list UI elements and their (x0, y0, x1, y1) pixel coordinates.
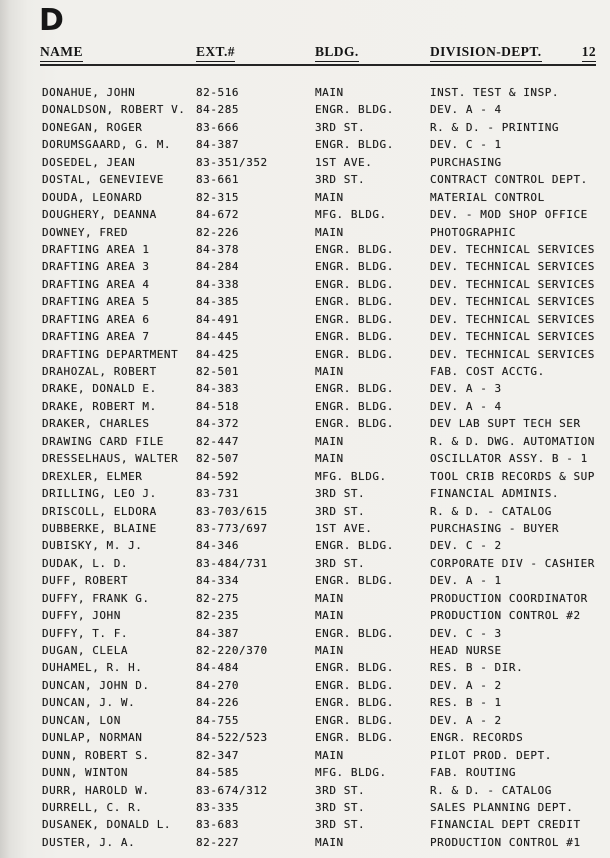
entry-bldg: 1ST AVE. (315, 155, 373, 169)
directory-row (0, 572, 610, 589)
entry-ext: 84-672 (196, 208, 240, 222)
entry-bldg: MAIN (315, 190, 344, 204)
entry-bldg: ENGR. BLDG. (315, 574, 394, 588)
entry-division: DEV. A - 3 (430, 382, 502, 396)
entry-bldg: ENGR. BLDG. (315, 277, 394, 291)
directory-row (0, 659, 610, 676)
entry-ext: 84-592 (196, 469, 240, 483)
directory-row (0, 101, 610, 118)
entry-division: ENGR. RECORDS (430, 731, 524, 745)
entry-bldg: ENGR. BLDG. (315, 138, 394, 152)
entry-name: DOSTAL, GENEVIEVE (42, 173, 164, 187)
entry-ext: 84-338 (196, 277, 240, 291)
entry-division: DEV. TECHNICAL SERVICES (430, 260, 595, 274)
entry-bldg: ENGR. BLDG. (315, 539, 394, 553)
entry-ext: 82-516 (196, 86, 240, 99)
column-header-ext: EXT.# (196, 44, 235, 62)
entry-bldg: 3RD ST. (315, 120, 366, 134)
entry-name: DRAKER, CHARLES (42, 417, 150, 431)
entry-division: PURCHASING (430, 155, 502, 169)
entry-division: R. & D. - PRINTING (430, 120, 560, 134)
entry-bldg: ENGR. BLDG. (315, 678, 394, 692)
entry-ext: 82-220/370 (196, 644, 268, 657)
entry-division: RES. B - DIR. (430, 661, 524, 675)
entry-name: DUFFY, JOHN (42, 609, 121, 623)
entry-division: DEV. A - 2 (430, 713, 502, 727)
entry-bldg: ENGR. BLDG. (315, 382, 394, 396)
entry-division: OSCILLATOR ASSY. B - 1 (430, 452, 588, 466)
entry-name: DUSTER, J. A. (42, 835, 136, 849)
entry-ext: 82-315 (196, 190, 240, 204)
entry-name: DRAFTING DEPARTMENT (42, 347, 179, 361)
entry-name: DUFFY, T. F. (42, 626, 129, 640)
entry-name: DOSEDEL, JEAN (42, 155, 136, 169)
entry-bldg: MAIN (315, 748, 344, 762)
entry-ext: 84-484 (196, 661, 240, 675)
entry-name: DRAKE, ROBERT M. (42, 399, 157, 413)
entry-ext: 84-383 (196, 382, 240, 396)
entry-bldg: ENGR. BLDG. (315, 103, 394, 117)
entry-ext: 84-491 (196, 312, 240, 326)
entry-ext: 84-445 (196, 330, 240, 344)
entry-division: DEV. A - 1 (430, 574, 502, 588)
entry-ext: 83-773/697 (196, 521, 268, 535)
entry-name: DRAFTING AREA 4 (42, 277, 150, 291)
entry-bldg: 3RD ST. (315, 504, 366, 518)
entry-name: DRAKE, DONALD E. (42, 382, 157, 396)
directory-row (0, 485, 610, 502)
entry-name: DRILLING, LEO J. (42, 487, 157, 501)
entry-division: PURCHASING - BUYER (430, 521, 560, 535)
entry-division: R. & D. - CATALOG (430, 504, 552, 518)
entry-bldg: ENGR. BLDG. (315, 260, 394, 274)
directory-row (0, 328, 610, 345)
entry-bldg: MAIN (315, 835, 344, 849)
entry-ext: 82-507 (196, 452, 240, 466)
entry-ext: 82-235 (196, 609, 240, 623)
entry-division: DEV. A - 4 (430, 103, 502, 117)
entry-ext: 84-372 (196, 417, 240, 431)
directory-row (0, 816, 610, 833)
entry-bldg: ENGR. BLDG. (315, 295, 394, 309)
entry-ext: 84-518 (196, 399, 240, 413)
directory-row (0, 747, 610, 764)
directory-row (0, 607, 610, 624)
directory-row (0, 433, 610, 450)
entry-division: R. & D. DWG. AUTOMATION (430, 434, 595, 448)
entry-bldg: ENGR. BLDG. (315, 347, 394, 361)
entry-ext: 83-674/312 (196, 783, 268, 797)
entry-name: DUNCAN, J. W. (42, 696, 136, 710)
directory-row (0, 398, 610, 415)
entry-name: DRAFTING AREA 6 (42, 312, 150, 326)
entry-division: FINANCIAL ADMINIS. (430, 487, 560, 501)
entry-division: PRODUCTION CONTROL #2 (430, 609, 581, 623)
entry-ext: 84-285 (196, 103, 240, 117)
entry-bldg: ENGR. BLDG. (315, 661, 394, 675)
entry-bldg: 3RD ST. (315, 783, 366, 797)
directory-row (0, 764, 610, 781)
entry-division: DEV. C - 2 (430, 539, 502, 553)
entry-ext: 84-346 (196, 539, 240, 553)
entry-bldg: MFG. BLDG. (315, 766, 387, 780)
entry-division: DEV. TECHNICAL SERVICES (430, 295, 595, 309)
entry-bldg: ENGR. BLDG. (315, 696, 394, 710)
entry-ext: 84-387 (196, 626, 240, 640)
entry-bldg: 3RD ST. (315, 173, 366, 187)
directory-row (0, 729, 610, 746)
entry-name: DURRELL, C. R. (42, 800, 143, 814)
entry-name: DUNN, ROBERT S. (42, 748, 150, 762)
entry-division: DEV. A - 2 (430, 678, 502, 692)
entry-bldg: MFG. BLDG. (315, 208, 387, 222)
entry-name: DRAWING CARD FILE (42, 434, 164, 448)
entry-ext: 83-731 (196, 487, 240, 501)
directory-row (0, 189, 610, 206)
directory-row (0, 346, 610, 363)
entry-ext: 83-683 (196, 818, 240, 832)
entry-bldg: MAIN (315, 365, 344, 378)
entry-ext: 83-351/352 (196, 155, 268, 169)
entry-name: DOUDA, LEONARD (42, 190, 143, 204)
entry-ext: 84-387 (196, 138, 240, 152)
entry-bldg: ENGR. BLDG. (315, 417, 394, 431)
entry-bldg: ENGR. BLDG. (315, 330, 394, 344)
entry-name: DUNLAP, NORMAN (42, 731, 143, 745)
entry-name: DUNCAN, LON (42, 713, 121, 727)
entry-ext: 83-335 (196, 800, 240, 814)
directory-row (0, 363, 610, 380)
entry-name: DRAFTING AREA 1 (42, 242, 150, 256)
directory-row (0, 450, 610, 467)
entry-bldg: ENGR. BLDG. (315, 312, 394, 326)
entry-bldg: ENGR. BLDG. (315, 242, 394, 256)
entry-name: DRISCOLL, ELDORA (42, 504, 157, 518)
entry-ext: 82-347 (196, 748, 240, 762)
entry-division: CONTRACT CONTROL DEPT. (430, 173, 588, 187)
entry-name: DURR, HAROLD W. (42, 783, 150, 797)
entry-name: DOWNEY, FRED (42, 225, 129, 239)
entry-division: RES. B - 1 (430, 696, 502, 710)
entry-ext: 83-703/615 (196, 504, 268, 518)
entry-division: PILOT PROD. DEPT. (430, 748, 552, 762)
entry-bldg: MAIN (315, 86, 344, 99)
directory-row (0, 590, 610, 607)
entry-name: DRESSELHAUS, WALTER (42, 452, 179, 466)
entry-division: DEV. - MOD SHOP OFFICE (430, 208, 588, 222)
entry-name: DONEGAN, ROGER (42, 120, 143, 134)
entry-division: DEV. TECHNICAL SERVICES (430, 277, 595, 291)
entry-name: DRAHOZAL, ROBERT (42, 365, 157, 378)
directory-row (0, 119, 610, 136)
entry-division: FAB. COST ACCTG. (430, 365, 545, 378)
entry-ext: 84-425 (196, 347, 240, 361)
entry-name: DRAFTING AREA 3 (42, 260, 150, 274)
entry-name: DUNN, WINTON (42, 766, 129, 780)
entry-bldg: ENGR. BLDG. (315, 713, 394, 727)
entry-division: DEV. TECHNICAL SERVICES (430, 242, 595, 256)
entry-bldg: 3RD ST. (315, 818, 366, 832)
directory-row (0, 468, 610, 485)
entry-name: DUGAN, CLELA (42, 644, 129, 657)
entry-bldg: ENGR. BLDG. (315, 626, 394, 640)
table-header (40, 42, 596, 66)
entry-division: HEAD NURSE (430, 644, 502, 657)
entry-ext: 82-275 (196, 591, 240, 605)
entry-division: FAB. ROUTING (430, 766, 517, 780)
entry-ext: 83-661 (196, 173, 240, 187)
entry-ext: 84-755 (196, 713, 240, 727)
entry-division: SALES PLANNING DEPT. (430, 800, 574, 814)
entry-division: PHOTOGRAPHIC (430, 225, 517, 239)
directory-row (0, 224, 610, 241)
entry-bldg: 1ST AVE. (315, 521, 373, 535)
entry-bldg: MAIN (315, 644, 344, 657)
directory-rows (0, 84, 610, 851)
entry-name: DONALDSON, ROBERT V. (42, 103, 186, 117)
directory-row (0, 799, 610, 816)
entry-name: DUSANEK, DONALD L. (42, 818, 172, 832)
entry-ext: 82-226 (196, 225, 240, 239)
entry-ext: 83-666 (196, 120, 240, 134)
entry-bldg: ENGR. BLDG. (315, 399, 394, 413)
entry-ext: 82-227 (196, 835, 240, 849)
directory-row (0, 677, 610, 694)
column-header-name: NAME (40, 44, 83, 62)
entry-division: DEV. C - 1 (430, 138, 502, 152)
entry-bldg: MAIN (315, 609, 344, 623)
directory-row (0, 712, 610, 729)
entry-ext: 84-378 (196, 242, 240, 256)
entry-bldg: MAIN (315, 434, 344, 448)
directory-row (0, 136, 610, 153)
directory-row (0, 380, 610, 397)
entry-bldg: 3RD ST. (315, 487, 366, 501)
directory-row (0, 503, 610, 520)
entry-division: PRODUCTION COORDINATOR (430, 591, 588, 605)
directory-row (0, 206, 610, 223)
directory-row (0, 694, 610, 711)
entry-division: MATERIAL CONTROL (430, 190, 545, 204)
directory-row (0, 625, 610, 642)
directory-row (0, 241, 610, 258)
entry-bldg: MAIN (315, 452, 344, 466)
entry-bldg: MFG. BLDG. (315, 469, 387, 483)
entry-name: DUFF, ROBERT (42, 574, 129, 588)
directory-row (0, 537, 610, 554)
entry-bldg: 3RD ST. (315, 556, 366, 570)
page-number: 12 (582, 44, 596, 62)
entry-ext: 84-284 (196, 260, 240, 274)
entry-ext: 84-270 (196, 678, 240, 692)
entry-division: CORPORATE DIV - CASHIER (430, 556, 595, 570)
entry-division: DEV. TECHNICAL SERVICES (430, 330, 595, 344)
directory-row (0, 84, 610, 101)
directory-row (0, 258, 610, 275)
entry-division: DEV. TECHNICAL SERVICES (430, 312, 595, 326)
entry-division: DEV LAB SUPT TECH SER (430, 417, 581, 431)
entry-division: INST. TEST & INSP. (430, 86, 560, 99)
entry-division: DEV. C - 3 (430, 626, 502, 640)
directory-row (0, 154, 610, 171)
directory-row (0, 782, 610, 799)
entry-name: DREXLER, ELMER (42, 469, 143, 483)
entry-division: FINANCIAL DEPT CREDIT (430, 818, 581, 832)
entry-name: DUNCAN, JOHN D. (42, 678, 150, 692)
entry-name: DUBISKY, M. J. (42, 539, 143, 553)
entry-ext: 84-334 (196, 574, 240, 588)
letter-index-heading: D (39, 3, 64, 38)
entry-bldg: 3RD ST. (315, 800, 366, 814)
entry-name: DUDAK, L. D. (42, 556, 129, 570)
directory-row (0, 642, 610, 659)
entry-name: DONAHUE, JOHN (42, 86, 136, 99)
entry-ext: 84-522/523 (196, 731, 268, 745)
entry-division: DEV. TECHNICAL SERVICES (430, 347, 595, 361)
directory-row (0, 171, 610, 188)
directory-row (0, 415, 610, 432)
entry-ext: 84-385 (196, 295, 240, 309)
entry-name: DUHAMEL, R. H. (42, 661, 143, 675)
entry-ext: 83-484/731 (196, 556, 268, 570)
directory-row (0, 311, 610, 328)
entry-name: DUFFY, FRANK G. (42, 591, 150, 605)
directory-row (0, 293, 610, 310)
directory-row (0, 276, 610, 293)
column-header-bldg: BLDG. (315, 44, 359, 62)
directory-row (0, 834, 610, 851)
entry-ext: 84-585 (196, 766, 240, 780)
entry-name: DRAFTING AREA 7 (42, 330, 150, 344)
entry-ext: 84-226 (196, 696, 240, 710)
entry-name: DOUGHERY, DEANNA (42, 208, 157, 222)
directory-row (0, 555, 610, 572)
directory-row (0, 520, 610, 537)
entry-name: DUBBERKE, BLAINE (42, 521, 157, 535)
entry-bldg: MAIN (315, 591, 344, 605)
entry-division: R. & D. - CATALOG (430, 783, 552, 797)
entry-ext: 82-501 (196, 365, 240, 378)
entry-bldg: MAIN (315, 225, 344, 239)
entry-division: TOOL CRIB RECORDS & SUP (430, 469, 595, 483)
entry-division: PRODUCTION CONTROL #1 (430, 835, 581, 849)
entry-name: DRAFTING AREA 5 (42, 295, 150, 309)
entry-ext: 82-447 (196, 434, 240, 448)
header-last-cell (430, 44, 596, 62)
entry-bldg: ENGR. BLDG. (315, 731, 394, 745)
column-header-division-dept: DIVISION-DEPT. (430, 44, 542, 62)
entry-division: DEV. A - 4 (430, 399, 502, 413)
entry-name: DORUMSGAARD, G. M. (42, 138, 172, 152)
